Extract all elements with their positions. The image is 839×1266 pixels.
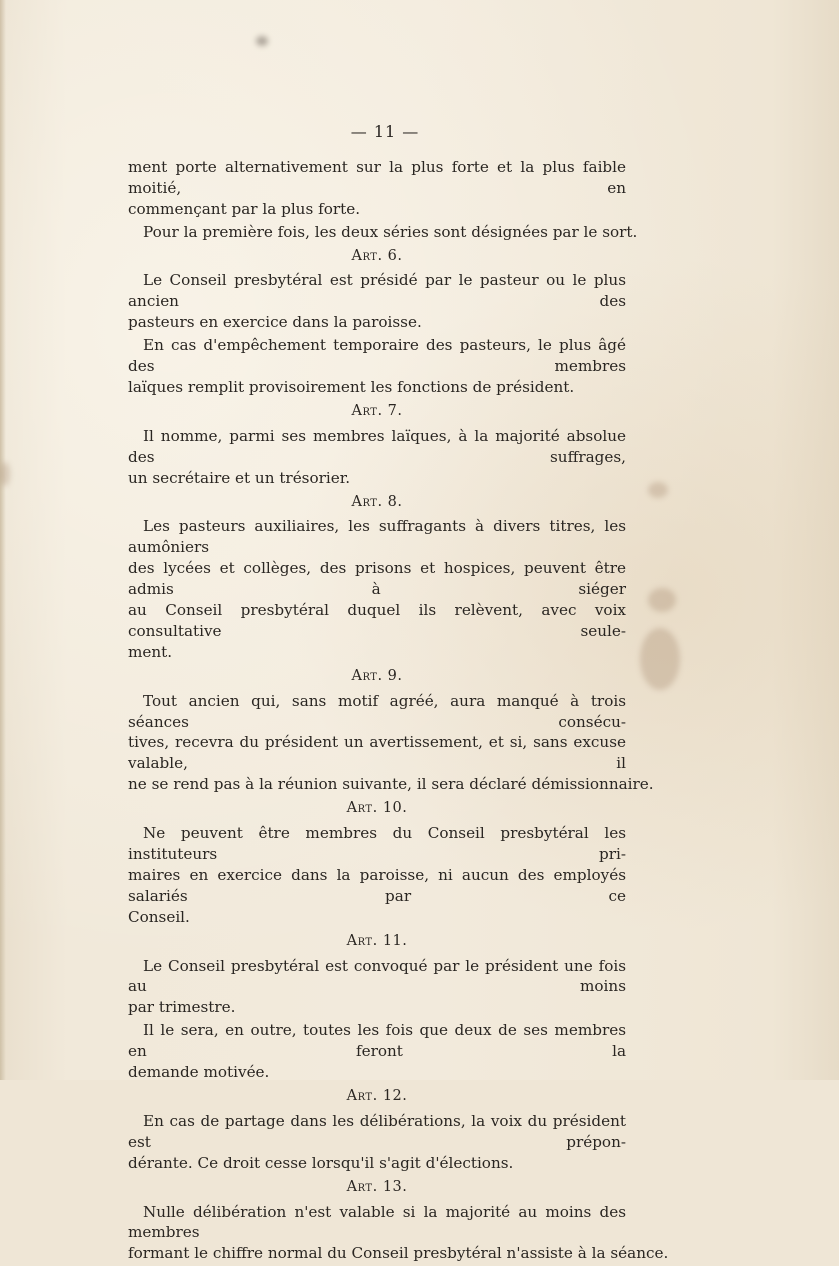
text-line: Le Conseil presbytéral est convoqué par le président une fois au moins xyxy=(128,956,626,996)
text-line: Conseil. xyxy=(128,907,190,926)
text-line: Les pasteurs auxiliaires, les suffragants à divers titres, les aumôniers xyxy=(128,517,626,557)
paragraph xyxy=(128,956,626,1019)
text-line: Il le sera, en outre, toutes les fois que deux de ses membres en feront la xyxy=(128,1021,626,1061)
text-line: un secrétaire et un trésorier. xyxy=(128,468,351,487)
page-fold-shadow xyxy=(0,0,6,1080)
article-heading: Art. 13. xyxy=(346,1178,408,1195)
foxing-stain xyxy=(648,588,676,612)
paragraph xyxy=(128,222,638,243)
text-line: ne se rend pas à la réunion suivante, il sera déclaré démissionnaire. xyxy=(128,775,654,794)
text-line: En cas d'empêchement temporaire des pasteurs, le plus âgé des membres xyxy=(128,336,626,376)
article-heading: Art. 6. xyxy=(351,247,403,264)
article-heading: Art. 9. xyxy=(351,667,403,684)
paragraph xyxy=(128,335,626,398)
paragraph xyxy=(128,1020,626,1083)
text-line: laïques remplit provisoirement les fonctions de président. xyxy=(128,377,575,396)
text-line: ment. xyxy=(128,642,173,661)
paragraph xyxy=(128,426,626,489)
foxing-stain xyxy=(648,482,668,498)
text-line: Le Conseil presbytéral est présidé par le pasteur ou le plus ancien des xyxy=(128,271,626,311)
text-line: Nulle délibération n'est valable si la majorité au moins des membres xyxy=(128,1202,626,1242)
article-heading: Art. 7. xyxy=(351,402,403,419)
ink-spot xyxy=(256,36,268,46)
document-body xyxy=(128,157,669,1264)
text-line: ment porte alternativement sur la plus forte et la plus faible moitié, en xyxy=(128,157,626,197)
text-line: Tout ancien qui, sans motif agréé, aura manqué à trois séances consécu- xyxy=(128,691,626,731)
article-heading: Art. 10. xyxy=(346,800,408,817)
text-line: par trimestre. xyxy=(128,998,236,1017)
article-heading: Art. 12. xyxy=(346,1087,408,1104)
paragraph xyxy=(128,1111,626,1174)
text-line: formant le chiffre normal du Conseil presbytéral n'assiste à la séance. xyxy=(128,1244,669,1263)
text-line: des lycées et collèges, des prisons et hospices, peuvent être admis à siéger xyxy=(128,559,626,599)
article-heading: Art. 8. xyxy=(351,493,403,510)
text-line: tives, recevra du président un avertissement, et si, sans excuse valable, il xyxy=(128,733,626,773)
paragraph xyxy=(128,516,626,662)
text-line: Il nomme, parmi ses membres laïques, à la majorité absolue des suffrages, xyxy=(128,426,626,466)
paragraph xyxy=(128,157,626,220)
text-line: En cas de partage dans les délibérations, la voix du président est prépon- xyxy=(128,1111,626,1151)
text-line: demande motivée. xyxy=(128,1063,270,1082)
text-line: maires en exercice dans la paroisse, ni aucun des employés salariés par ce xyxy=(128,865,626,905)
text-line: dérante. Ce droit cesse lorsqu'il s'agit d'élections. xyxy=(128,1153,514,1172)
paragraph xyxy=(128,691,654,796)
text-line: au Conseil presbytéral duquel ils relèvent, avec voix consultative seule- xyxy=(128,601,626,640)
paragraph xyxy=(128,1202,669,1265)
text-line: Ne peuvent être membres du Conseil presbytéral les instituteurs pri- xyxy=(128,824,626,863)
text-line: pasteurs en exercice dans la paroisse. xyxy=(128,313,422,332)
article-heading: Art. 11. xyxy=(346,932,408,949)
text-line: Pour la première fois, les deux séries sont désignées par le sort. xyxy=(143,222,638,241)
paragraph xyxy=(128,270,626,333)
page-number: — 11 — xyxy=(350,122,420,141)
foxing-stain xyxy=(0,462,10,486)
paragraph xyxy=(128,823,626,928)
text-line: commençant par la plus forte. xyxy=(128,199,361,218)
text-block xyxy=(128,122,669,1266)
foxing-stain xyxy=(640,628,680,690)
